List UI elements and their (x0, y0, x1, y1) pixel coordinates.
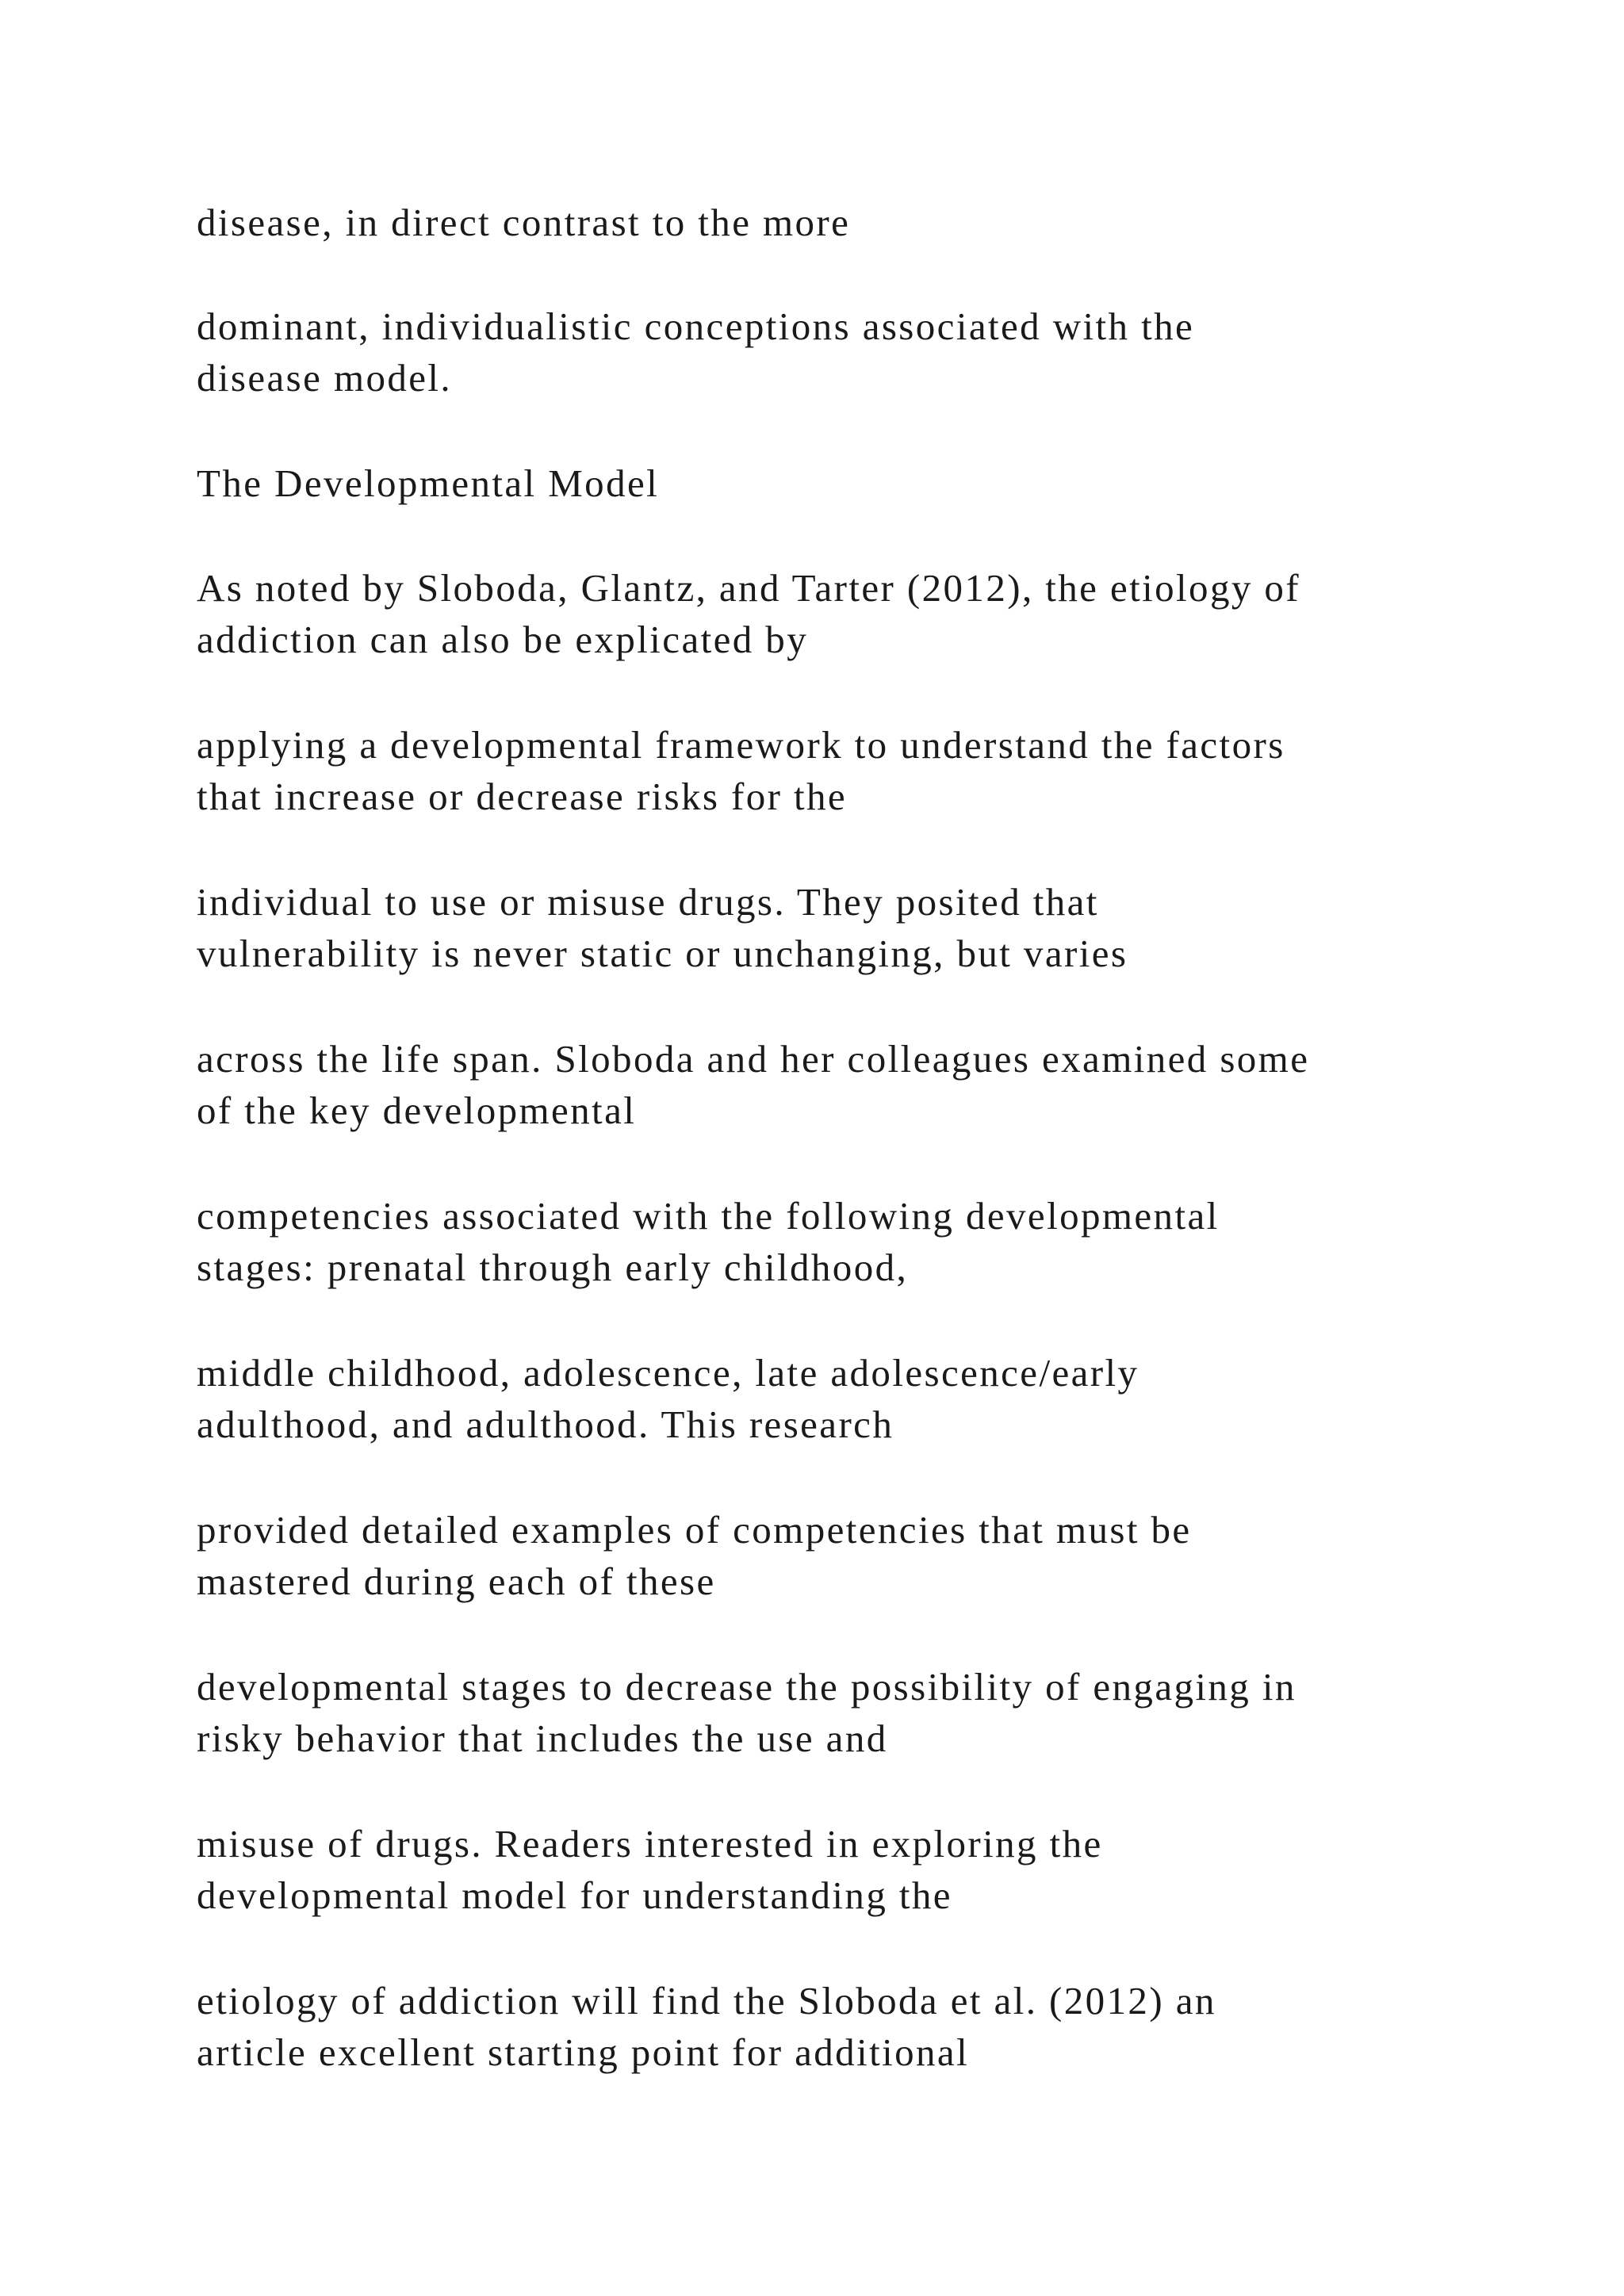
text-line: vulnerability is never static or unchanging, but varies (197, 932, 1128, 975)
section-heading (197, 457, 1465, 509)
text-line: risky behavior that includes the use and (197, 1716, 888, 1760)
paragraph-8 (197, 1347, 1465, 1450)
paragraph-2 (197, 300, 1465, 404)
text-line: of the key developmental (197, 1089, 637, 1132)
text-line: developmental stages to decrease the possibility of engaging in (197, 1665, 1297, 1709)
paragraph-1 (197, 197, 1465, 248)
paragraph-3 (197, 562, 1465, 665)
text-line: misuse of drugs. Readers interested in exploring the (197, 1822, 1103, 1866)
text-line: developmental model for understanding the (197, 1873, 952, 1917)
paragraph-6 (197, 1033, 1465, 1136)
text-line: across the life span. Sloboda and her colleagues examined some (197, 1037, 1310, 1081)
paragraph-12 (197, 1975, 1465, 2078)
paragraph-4 (197, 719, 1465, 822)
text-line: addiction can also be explicated by (197, 618, 809, 661)
paragraph-11 (197, 1818, 1465, 1921)
text-line: that increase or decrease risks for the (197, 775, 848, 818)
text-line: disease model. (197, 356, 453, 400)
text-line: etiology of addiction will find the Sloboda et al. (2012) an (197, 1979, 1216, 2022)
text-line: As noted by Sloboda, Glantz, and Tarter (2012), the etiology of (197, 566, 1301, 610)
paragraph-5 (197, 876, 1465, 979)
text-line: individual to use or misuse drugs. They posited that (197, 880, 1099, 924)
heading-text: The Developmental Model (197, 461, 660, 505)
paragraph-7 (197, 1190, 1465, 1293)
text-line: adulthood, and adulthood. This research (197, 1402, 894, 1446)
text-line: competencies associated with the following developmental (197, 1194, 1220, 1238)
text-line: article excellent starting point for additional (197, 2030, 970, 2074)
text-line: provided detailed examples of competencies that must be (197, 1508, 1192, 1552)
text-line: mastered during each of these (197, 1559, 716, 1603)
text-line: stages: prenatal through early childhood, (197, 1246, 909, 1289)
text-line: disease, in direct contrast to the more (197, 201, 851, 244)
text-line: applying a developmental framework to understand the factors (197, 723, 1285, 767)
text-line: middle childhood, adolescence, late adolescence/early (197, 1351, 1139, 1395)
paragraph-10 (197, 1661, 1465, 1764)
text-line: dominant, individualistic conceptions associated with the (197, 304, 1195, 348)
paragraph-9 (197, 1504, 1465, 1607)
